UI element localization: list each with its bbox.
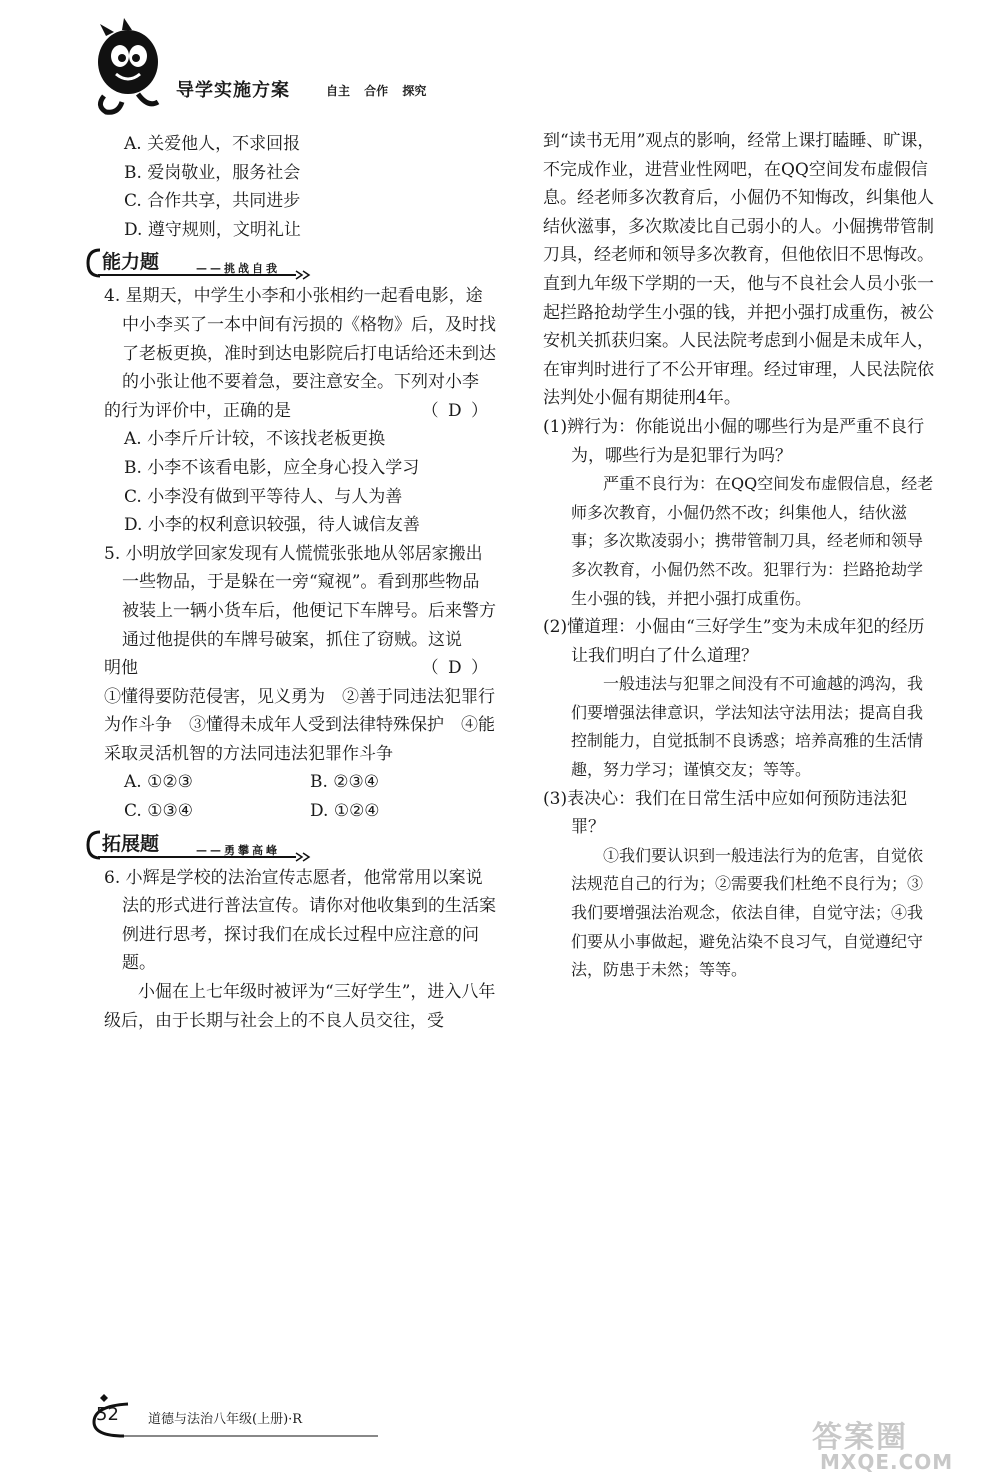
q5-options-row-2	[104, 797, 496, 826]
q5-stem-end	[104, 654, 496, 683]
right-column	[543, 127, 935, 985]
q6-sub1-answer: 严重不良行为：在QQ空间发布虚假信息，经老师多次教育，小倔仍然不改；纠集他人，结伙滋事；多次欺凌弱小；携带管制刀具，经老师和领导多次教育，小倔仍然不改。犯罪行为：拦路抢劫学生小强的钱，并把小强打成重伤。	[571, 474, 934, 608]
q4-option-d: D. 小李的权利意识较强，待人诚信友善	[124, 515, 420, 536]
q5-option-b: B. ②③④	[310, 772, 380, 793]
q3-option-a: A. 关爱他人，不求回报	[124, 134, 301, 154]
book-title: 道德与法治八年级(上册)·R	[148, 1412, 303, 1427]
q5-options-row-1	[104, 768, 496, 797]
watermark-url: MXQE.COM	[820, 1450, 954, 1474]
page-footer	[88, 1392, 388, 1442]
left-column	[104, 130, 496, 1035]
q3-option-d: D. 遵守规则，文明礼让	[124, 219, 301, 240]
section-ability-header	[86, 246, 496, 280]
q6-sub3-answer: ①我们要认识到一般违法行为的危害，自觉依法规范自己的行为；②需要我们杜绝不良行为；③我们要增强法治观念，依法自律，自觉守法；④我们要从小事做起，避免沾染不良习气，自觉遵纪守法，防患于未然；等等。	[571, 845, 924, 980]
q4-option-c: C. 小李没有做到平等待人、与人为善	[124, 486, 403, 507]
section-extension-subtitle: ——勇攀高峰	[196, 843, 280, 857]
q6-sub3-question: (3)表决心：我们在日常生活中应如何预防违法犯罪？	[543, 788, 908, 838]
q6-sub2-question: (2)懂道理：小倔由“三好学生”变为未成年犯的经历让我们明白了什么道理？	[543, 617, 925, 666]
black-bird-mascot-icon	[88, 18, 164, 116]
q5-statements: ①懂得要防范侵害，见义勇为 ②善于同违法犯罪行为作斗争 ③懂得未成年人受到法律特殊保护 ④能采取灵活机智的方法同违法犯罪作斗争	[104, 686, 495, 764]
q3-option-b: B. 爱岗敬业，服务社会	[124, 162, 301, 183]
header-tags: 自主 合作 探究	[326, 84, 427, 98]
q5-stem: 5. 小明放学回家发现有人慌慌张张地从邻居家搬出一些物品，于是躲在一旁“窥视”。看到那些物品被装上一辆小货车后，他便记下车牌号。后来警方通过他提供的车牌号破案，抓住了窃贼。这说	[104, 543, 496, 650]
q5-option-c: C. ①③④	[124, 801, 193, 822]
q5-option-a: A. ①②③	[124, 772, 193, 793]
section-ability-title: 能力题	[102, 251, 160, 274]
q6-case-start: 小倔在上七年级时被评为“三好学生”，进入八年级后，由于长期与社会上的不良人员交往，受	[104, 982, 496, 1031]
q4-option-a: A. 小李斤斤计较，不该找老板更换	[124, 429, 386, 450]
q5-option-d: D. ①②④	[310, 801, 380, 822]
q4-stem: 4. 星期天，中学生小李和小张相约一起看电影，途中小李买了一本中间有污损的《格物》后，及时找了老板更换，准时到达电影院后打电话给还未到达的小张让他不要着急，要注意安全。下列对小李	[104, 286, 496, 393]
q5-answer: （ D ）	[421, 658, 490, 679]
section-ability-subtitle: ——挑战自我	[196, 262, 280, 276]
section-extension-title: 拓展题	[102, 832, 160, 855]
q4-stem-last: 的行为评价中，正确的是	[104, 400, 291, 421]
header-title: 导学实施方案	[176, 80, 290, 101]
page-header	[88, 18, 508, 118]
q6-case-continued: 到“读书无用”观点的影响，经常上课打瞌睡、旷课，不完成作业，进营业性网吧，在QQ空间发布虚假信息。经老师多次教育后，小倔仍不知悔改，纠集他人结伙滋事，多次欺凌比自己弱小的人。小倔携带管制刀具，经老师和领导多次教育，但他依旧不思悔改。直到九年级下学期的一天，他与不良社会人员小张一起拦路抢劫学生小强的钱，并把小强打成重伤，被公安机关抓获归案。人民法院考虑到小倔是未成年人，在审判时进行了不公开审理。经过审理，人民法院依法判处小倔有期徒刑4年。	[543, 131, 935, 409]
q4-answer: （ D ）	[421, 400, 490, 421]
q5-stem-last: 明他	[104, 658, 138, 679]
watermark	[812, 1412, 972, 1476]
q4-stem-end	[104, 397, 496, 426]
watermark-text: 答案圈	[812, 1420, 908, 1455]
section-extension-header	[86, 828, 496, 862]
page-number: 52	[96, 1404, 119, 1425]
q4-option-b: B. 小李不该看电影，应全身心投入学习	[124, 457, 420, 478]
q6-sub2-answer: 一般违法与犯罪之间没有不可逾越的鸿沟，我们要增强法律意识，学法知法守法用法；提高自我控制能力，自觉抵制不良诱惑；培养高雅的生活情趣，努力学习；谨慎交友；等等。	[571, 674, 924, 780]
q6-sub1-question: (1)辨行为：你能说出小倔的哪些行为是严重不良行为，哪些行为是犯罪行为吗？	[543, 416, 925, 466]
q6-stem: 6. 小辉是学校的法治宣传志愿者，他常常用以案说法的形式进行普法宣传。请你对他收集到的生活案例进行思考，探讨我们在成长过程中应注意的问题。	[104, 867, 496, 974]
q3-option-c: C. 合作共享，共同进步	[124, 191, 301, 212]
